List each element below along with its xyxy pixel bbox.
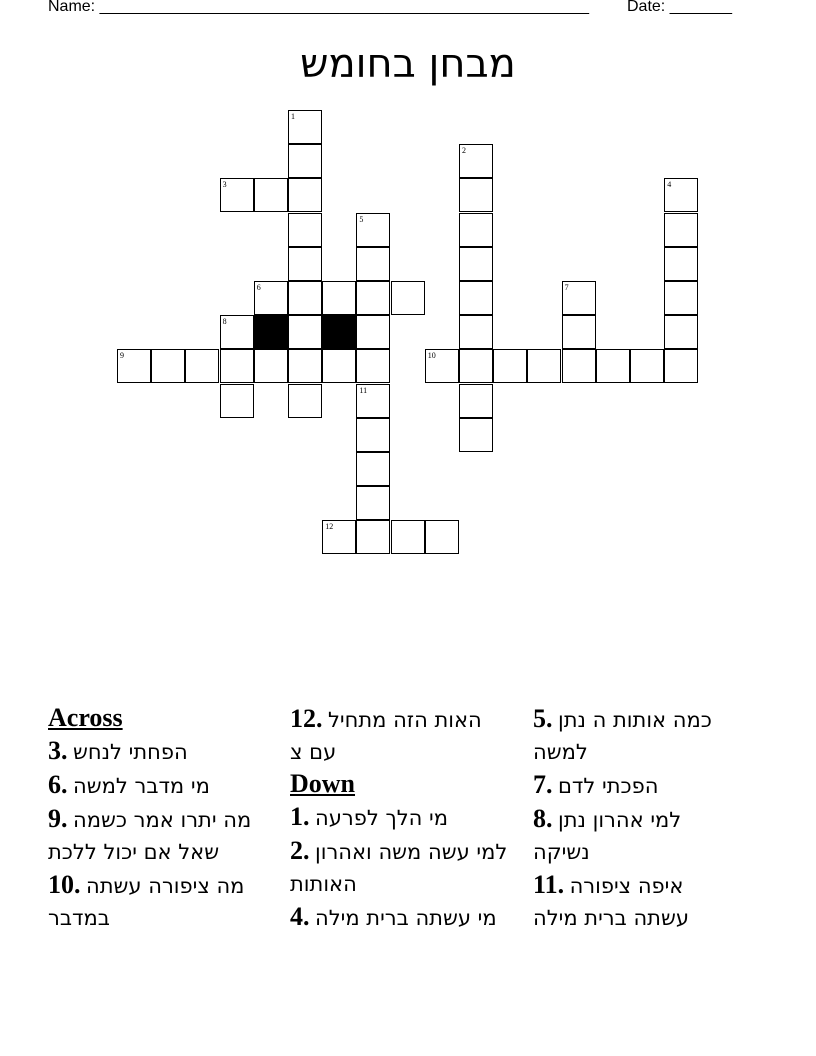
crossword-cell[interactable] xyxy=(356,281,390,315)
crossword-cell[interactable] xyxy=(220,315,254,349)
crossword-cell[interactable] xyxy=(459,315,493,349)
crossword-cell[interactable] xyxy=(459,281,493,315)
clue-number: 1. xyxy=(290,802,310,831)
clue-across-6 xyxy=(48,769,258,802)
clue-number: 2. xyxy=(290,836,310,865)
clue-number: 9. xyxy=(48,804,68,833)
crossword-cell[interactable] xyxy=(288,144,322,178)
clue-down-7 xyxy=(533,769,733,802)
crossword-cell[interactable] xyxy=(288,315,322,349)
crossword-cell[interactable] xyxy=(288,349,322,383)
clue-number: 10. xyxy=(48,870,81,899)
crossword-cell[interactable] xyxy=(288,281,322,315)
clue-number-label: 8 xyxy=(222,317,227,327)
across-heading: Across xyxy=(48,703,123,732)
clue-across-9 xyxy=(48,803,258,868)
clue-text: האות הזה מתחיל עם צ xyxy=(290,708,482,764)
crossword-cell[interactable] xyxy=(288,110,322,144)
crossword-cell[interactable] xyxy=(459,247,493,281)
crossword-cell[interactable] xyxy=(288,178,322,212)
clue-down-5 xyxy=(533,703,733,768)
crossword-cell[interactable] xyxy=(459,384,493,418)
crossword-cell[interactable] xyxy=(117,349,151,383)
crossword-cell[interactable] xyxy=(391,281,425,315)
crossword-cell[interactable] xyxy=(459,349,493,383)
name-field-label: Name: _______________________________________________________ xyxy=(48,0,589,15)
crossword-cell[interactable] xyxy=(562,315,596,349)
crossword-cell[interactable] xyxy=(288,213,322,247)
clue-text: איפה ציפורה עשתה ברית מילה xyxy=(533,874,690,930)
clue-text: מה יתרו אמר כשמה שאל אם יכול ללכת xyxy=(48,808,252,864)
page-title: מבחן בחומש xyxy=(300,41,516,87)
crossword-cell[interactable] xyxy=(664,315,698,349)
crossword-cell[interactable] xyxy=(596,349,630,383)
clues-column-3 xyxy=(533,703,733,935)
clue-number-label: 11 xyxy=(359,385,368,395)
clue-number: 11. xyxy=(533,870,565,899)
clue-number-label: 12 xyxy=(325,522,334,532)
crossword-cell[interactable] xyxy=(356,247,390,281)
clue-number-label: 1 xyxy=(291,112,295,121)
crossword-cell[interactable] xyxy=(425,520,459,554)
crossword-cell[interactable] xyxy=(356,486,390,520)
crossword-cell[interactable] xyxy=(356,418,390,452)
crossword-cell[interactable] xyxy=(459,418,493,452)
crossword-cell[interactable] xyxy=(459,213,493,247)
crossword-cell[interactable] xyxy=(356,349,390,383)
clue-text: מה ציפורה עשתה במדבר xyxy=(48,874,245,930)
crossword-cell[interactable] xyxy=(220,178,254,212)
clue-text: מי הלך לפרעה xyxy=(315,806,449,830)
clue-number-label: 7 xyxy=(564,283,569,292)
crossword-cell[interactable] xyxy=(493,349,527,383)
crossword-cell[interactable] xyxy=(151,349,185,383)
crossword-cell[interactable] xyxy=(459,144,493,178)
clue-number: 8. xyxy=(533,804,553,833)
clue-text: למי אהרון נתן נשיקה xyxy=(533,808,682,864)
crossword-cell[interactable] xyxy=(664,247,698,281)
clue-number: 6. xyxy=(48,770,68,799)
clue-down-2 xyxy=(290,835,510,900)
clue-number: 4. xyxy=(290,902,310,931)
crossword-cell[interactable] xyxy=(630,349,664,383)
crossword-cell[interactable] xyxy=(391,520,425,554)
crossword-cell[interactable] xyxy=(356,213,390,247)
clue-down-11 xyxy=(533,869,733,934)
clue-number-label: 10 xyxy=(427,351,436,361)
clue-text: מי מדבר למשה xyxy=(73,774,210,798)
clue-text: הפחתי לנחש xyxy=(73,740,188,764)
clue-text: מי עשתה ברית מילה xyxy=(315,906,497,930)
crossword-cell[interactable] xyxy=(562,281,596,315)
clue-number-label: 5 xyxy=(359,214,364,224)
clue-number-label: 9 xyxy=(120,351,124,361)
clue-across-3 xyxy=(48,735,258,768)
crossword-cell[interactable] xyxy=(562,349,596,383)
clue-number-label: 2 xyxy=(462,146,466,156)
crossword-cell[interactable] xyxy=(356,520,390,554)
clue-across-12 xyxy=(290,703,510,768)
crossword-cell[interactable] xyxy=(664,349,698,383)
clue-number-label: 3 xyxy=(222,180,227,190)
clue-down-8 xyxy=(533,803,733,868)
crossword-cell[interactable] xyxy=(220,384,254,418)
crossword-block xyxy=(254,315,288,349)
clue-number: 7. xyxy=(533,770,553,799)
crossword-cell[interactable] xyxy=(356,384,390,418)
crossword-cell[interactable] xyxy=(322,520,356,554)
clues-column-1 xyxy=(48,703,258,935)
clue-number: 12. xyxy=(290,704,323,733)
clue-number: 5. xyxy=(533,704,553,733)
clue-text: כמה אותות ה נתן למשה xyxy=(533,708,712,764)
crossword-cell[interactable] xyxy=(459,178,493,212)
crossword-cell[interactable] xyxy=(254,178,288,212)
crossword-cell[interactable] xyxy=(288,384,322,418)
crossword-block xyxy=(322,315,356,349)
clue-across-10 xyxy=(48,869,258,934)
crossword-cell[interactable] xyxy=(254,349,288,383)
crossword-cell[interactable] xyxy=(322,281,356,315)
crossword-cell[interactable] xyxy=(254,281,288,315)
crossword-cell[interactable] xyxy=(664,178,698,212)
crossword-cell[interactable] xyxy=(356,452,390,486)
clue-number-label: 6 xyxy=(256,283,261,292)
down-heading: Down xyxy=(290,769,356,798)
clue-number-label: 4 xyxy=(667,180,672,190)
clues-column-2 xyxy=(290,703,510,935)
crossword-cell[interactable] xyxy=(527,349,561,383)
crossword-cell[interactable] xyxy=(664,213,698,247)
crossword-cell[interactable] xyxy=(322,349,356,383)
crossword-cell[interactable] xyxy=(356,315,390,349)
date-field-label: Date: _______ xyxy=(627,0,732,15)
crossword-cell[interactable] xyxy=(288,247,322,281)
clue-text: הפכתי לדם xyxy=(558,774,659,798)
clue-text: למי עשה משה ואהרון האותות xyxy=(290,840,508,896)
crossword-cell[interactable] xyxy=(185,349,219,383)
clue-down-4 xyxy=(290,901,510,934)
crossword-cell[interactable] xyxy=(220,349,254,383)
clue-number: 3. xyxy=(48,736,68,765)
crossword-cell[interactable] xyxy=(425,349,459,383)
clue-down-1 xyxy=(290,801,510,834)
crossword-cell[interactable] xyxy=(664,281,698,315)
